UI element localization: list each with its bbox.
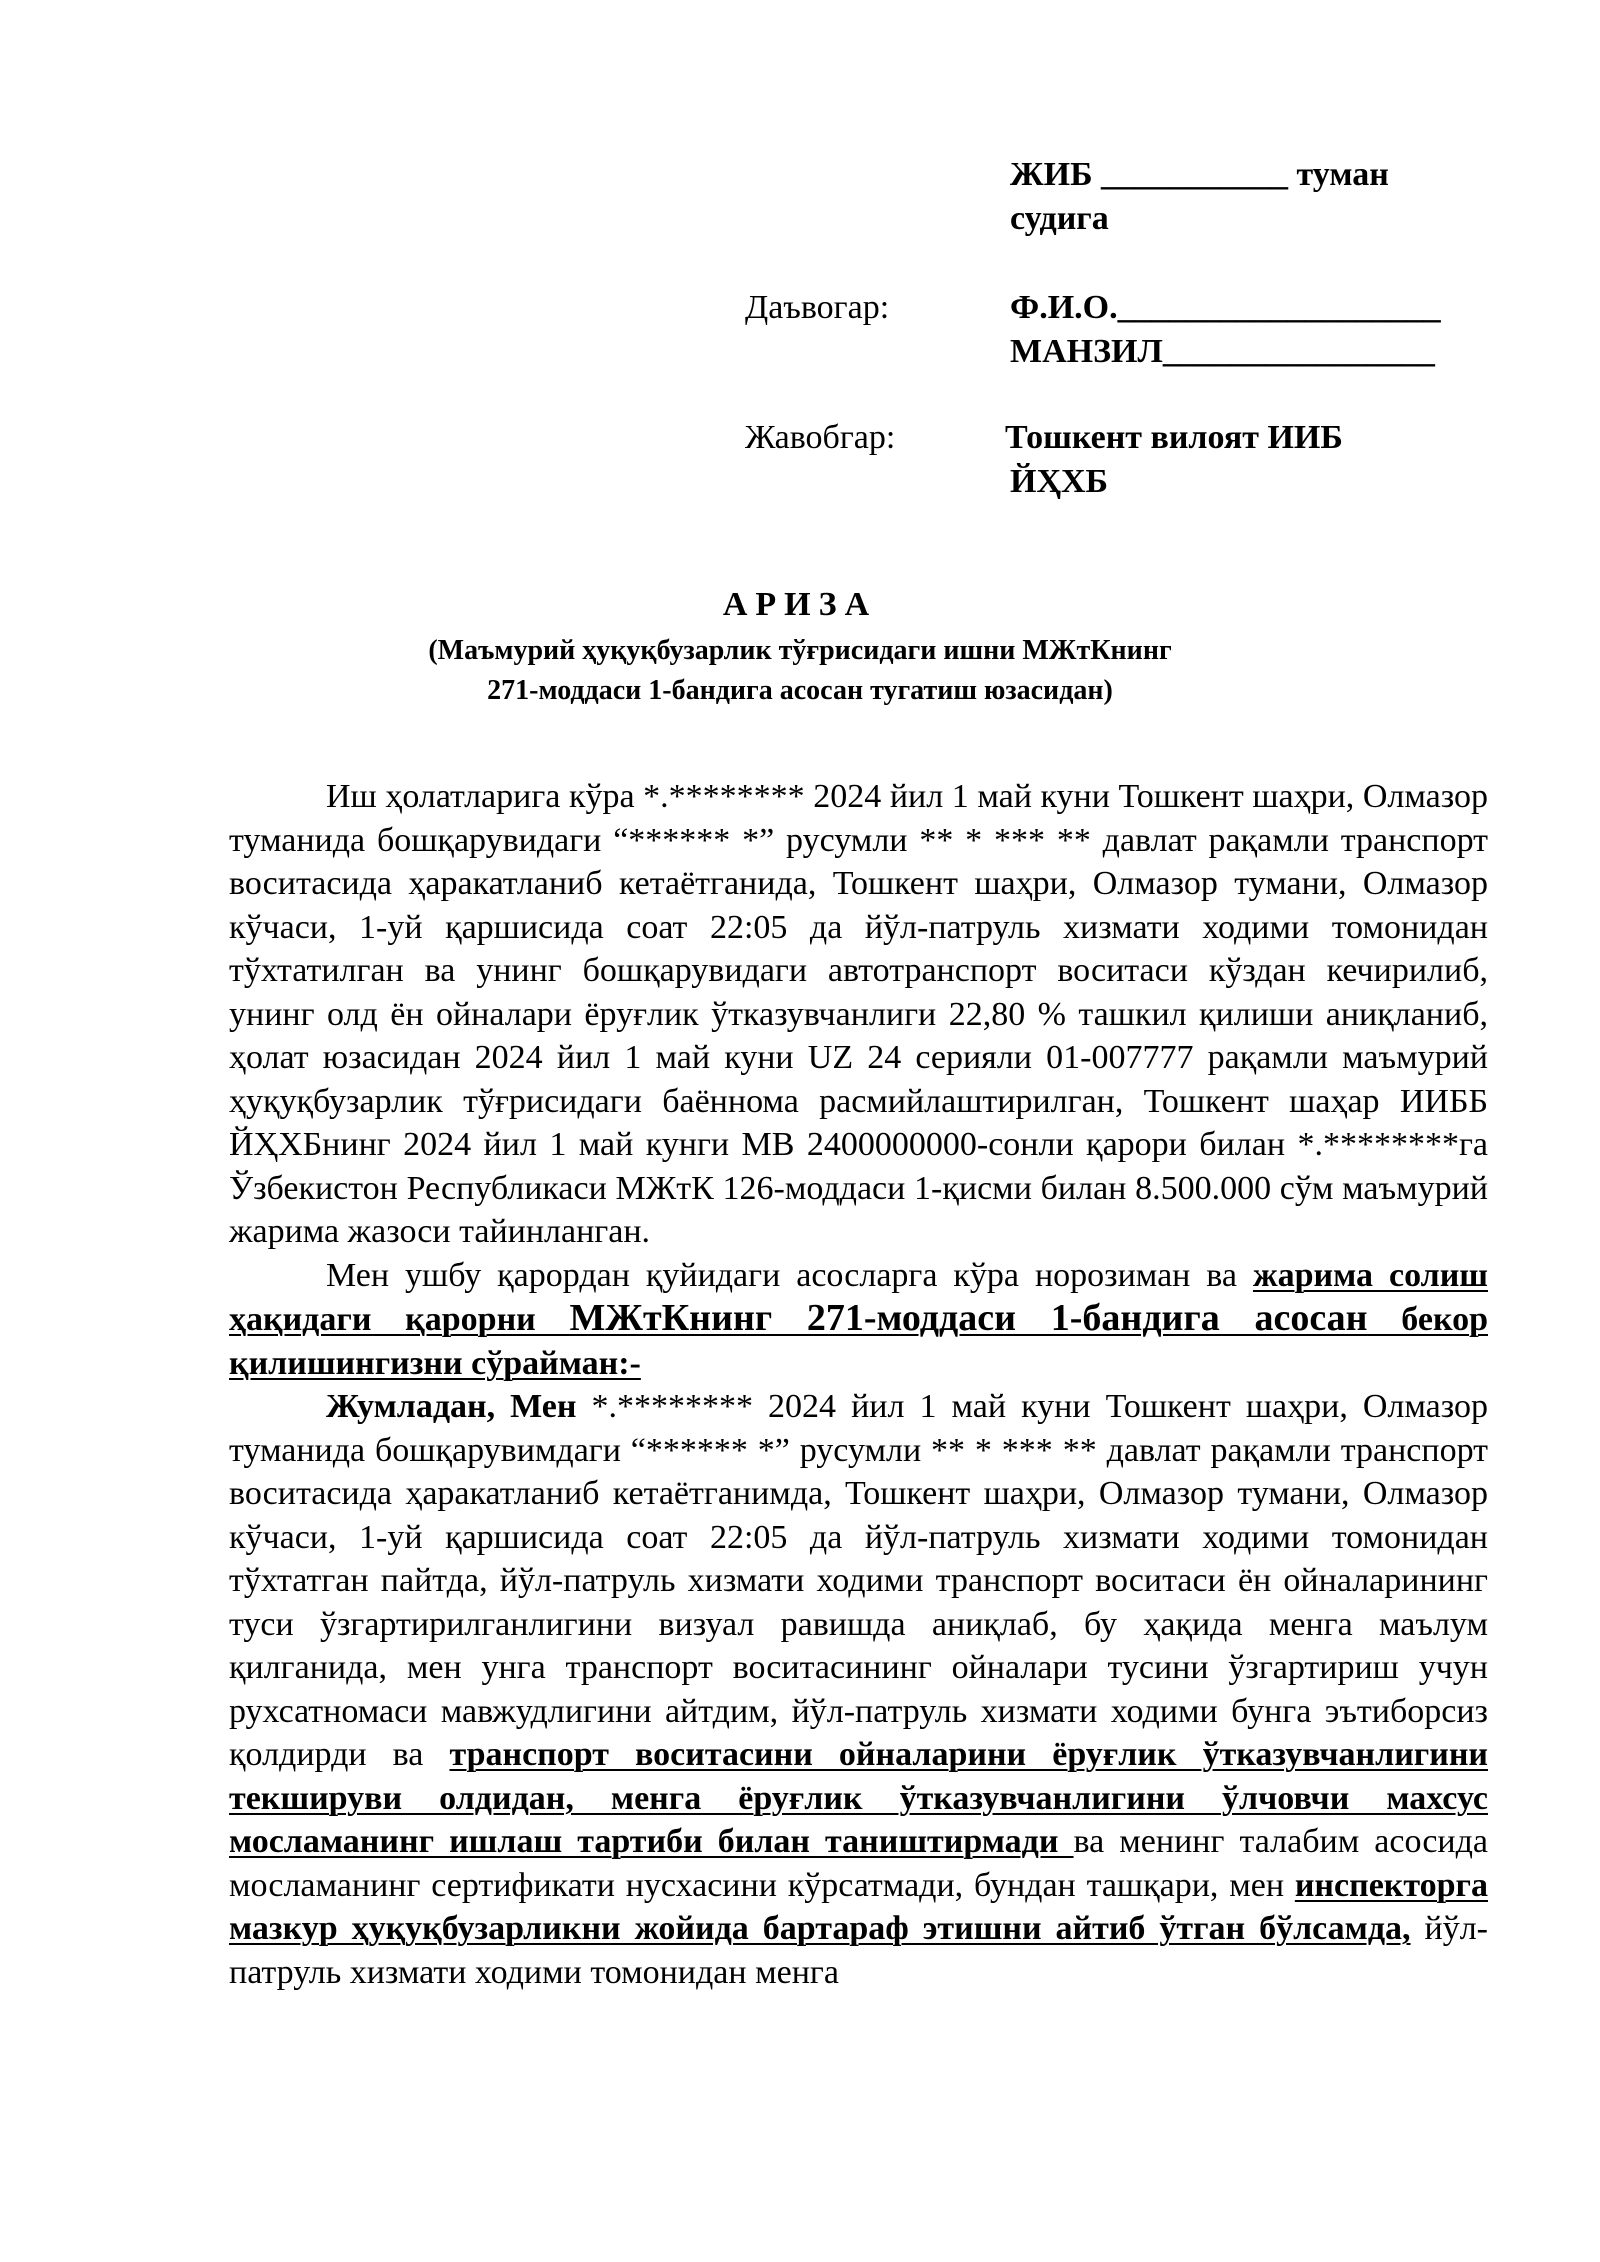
paragraph-3-text-2: ва менинг талабим асосида мосламанинг сертификати нусхасини кўрсатмади, бундан ташқари, мен <box>229 1823 1488 1904</box>
paragraph-3-emphasis-2: инспекторга мазкур ҳуқуқбузарликни жойида бартараф этишни айтиб ўтган бўлсамда, <box>229 1866 1488 1947</box>
paragraph-2-emphasis-large: МЖтКнинг 271-моддаси 1-бандига асосан <box>569 1297 1368 1339</box>
paragraph-3-emphasis-1: транспорт воситасини ойналарини ёруғлик ўтказувчанлигини текшируви олдидан, менга ёруғлик ўтказувчанлигини ўлчовчи махсус мосламанинг ишлаш тартиби билан таништирмади <box>229 1736 1488 1860</box>
paragraph-2-emphasis-2: бекор қилишингизни сўрайман:- <box>229 1301 1488 1382</box>
document-title: АРИЗА <box>722 586 878 623</box>
plaintiff-label: Даъвогар: <box>745 289 890 326</box>
plaintiff-name: Ф.И.О.___________________ <box>1010 289 1441 326</box>
paragraph-3-lead: Жумладан, Мен <box>326 1388 577 1425</box>
paragraph-1: Иш ҳолатларига кўра *.******** 2024 йил 1 май куни Тошкент шаҳри, Олмазор туманида бошқарувидаги “****** *” русумли ** * *** ** давлат рақамли транспорт воситасида ҳаракатланиб кетаётганида, Тошкент шаҳри, Олмазор тумани, Олмазор кўчаси, 1-уй қаршисида соат 22:05 да йўл-патруль хизмати ходими томонидан тўхтатилган ва унинг бошқарувидаги автотранспорт воситаси кўздан кечирилиб, унинг олд ён ойналари ёруғлик ўтказувчанлиги 22,80 % ташкил қилиши аниқланиб, ҳолат юзасидан 2024 йил 1 май куни UZ 24 серияли 01-007777 рақамли маъмурий ҳуқуқбузарлик тўғрисидаги баённома расмийлаштирилган, Тошкент шаҳар ИИББ ЙҲХБнинг 2024 йил 1 май кунги МВ 2400000000-сонли қарори билан *.********га Ўзбекистон Республикаси МЖтК 126-моддаси 1-қисми билан 8.500.000 сўм маъмурий жарима жазоси тайинланган. <box>229 778 1488 1250</box>
paragraph-3-text-3: йўл-патруль хизмати ходими томонидан менга <box>229 1910 1488 1991</box>
defendant-label: Жавобгар: <box>745 419 896 456</box>
plaintiff-address: МАНЗИЛ________________ <box>1010 333 1435 370</box>
document-subtitle-line-1: (Маъмурий ҳуқуқбузарлик тўғрисидаги ишни МЖтКнинг <box>428 635 1172 666</box>
paragraph-2-text: Мен ушбу қарордан қуйидаги асосларга кўра норозиман ва <box>326 1256 1253 1294</box>
court-line-1: ЖИБ ___________ туман <box>1010 156 1389 193</box>
paragraph-3 <box>229 1385 1488 1994</box>
court-line-2: судига <box>1010 200 1109 237</box>
document-subtitle-line-2: 271-моддаси 1-бандига асосан тугатиш юзасидан) <box>487 675 1113 706</box>
document-body <box>229 775 1488 1994</box>
defendant-line-1: Тошкент вилоят ИИБ <box>1005 419 1343 456</box>
paragraph-3-text-1: *.******** 2024 йил 1 май куни Тошкент шаҳри, Олмазор туманида бошқарувимдаги “****** *” русумли ** * *** ** давлат рақамли транспорт воситасида ҳаракатланиб кетаётганимда, Тошкент шаҳри, Олмазор тумани, Олмазор кўчаси, 1-уй қаршисида соат 22:05 да йўл-патруль хизмати ходими томонидан тўхтатган пайтда, йўл-патруль хизмати ходими транспорт воситаси ён ойналарининг туси ўзгартирилганлигини визуал равишда аниқлаб, бу ҳақида менга маълум қилганида, мен унга транспорт воситасининг ойналари тусини ўзгартириш учун рухсатномаси мавжудлигини айтдим, йўл-патруль хизмати ходими бунга эътиборсиз қолдирди ва <box>229 1388 1488 1773</box>
paragraph-2 <box>229 1254 1488 1386</box>
defendant-line-2: ЙҲХБ <box>1010 463 1109 500</box>
paragraph-2-emphasis-1: жарима солиш ҳақидаги қарорни <box>229 1256 1488 1338</box>
